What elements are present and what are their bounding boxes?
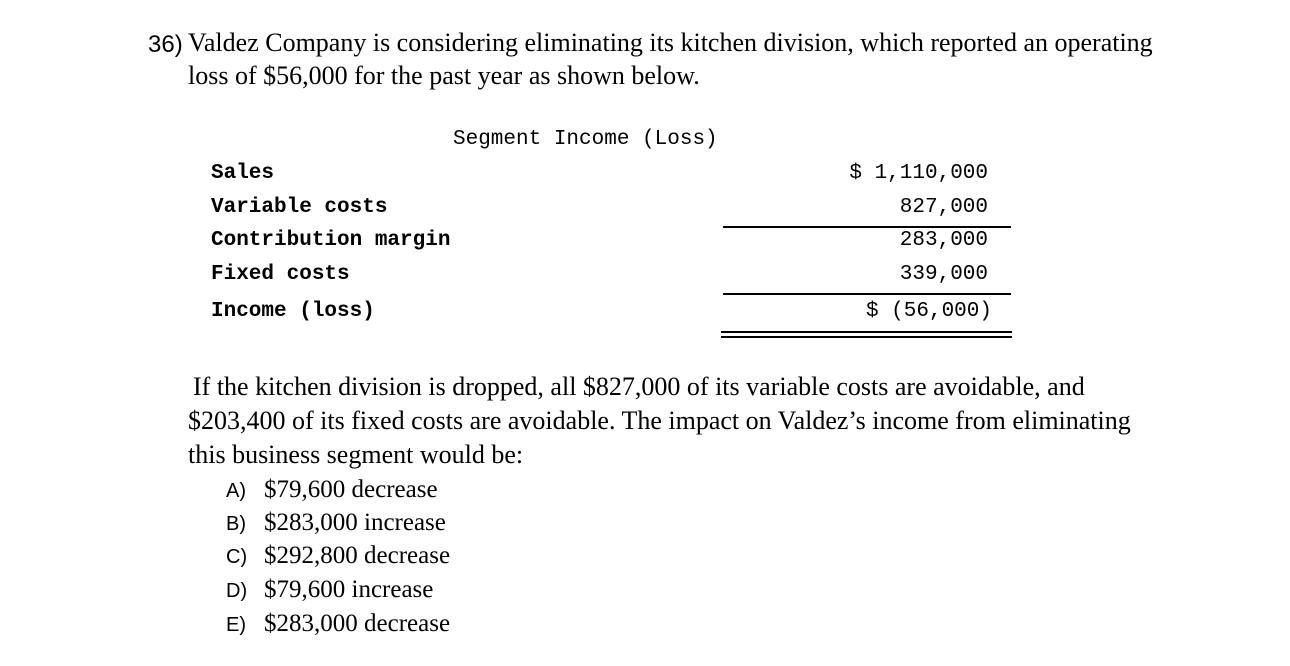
choice-a-letter: A) (226, 480, 246, 502)
choice-c-text: $292,800 decrease (264, 542, 451, 569)
row-label-fixed-costs: Fixed costs (211, 263, 350, 286)
choice-d-letter: D) (226, 580, 248, 602)
total-rule (723, 293, 1011, 295)
table-title: Segment Income (Loss) (453, 128, 718, 151)
row-label-contribution-margin: Contribution margin (211, 229, 451, 252)
double-rule-top (721, 331, 1012, 333)
double-rule-bottom (721, 336, 1012, 338)
question-number: 36) (148, 31, 183, 58)
row-value-fixed-costs: 339,000 (899, 263, 988, 286)
followup-line-2: $203,400 of its fixed costs are avoidable. The impact on Valdez’s income from eliminating (188, 406, 1131, 435)
choice-e-text: $283,000 decrease (264, 610, 451, 637)
row-label-variable-costs: Variable costs (211, 196, 388, 219)
row-value-contribution-margin: 283,000 (899, 229, 988, 252)
choice-e-letter: E) (226, 614, 246, 636)
choice-d-text: $79,600 increase (264, 576, 434, 603)
followup-line-3: this business segment would be: (188, 440, 524, 469)
followup-line-1: If the kitchen division is dropped, all $827,000 of its variable costs are avoidable, and (193, 372, 1085, 401)
row-label-income-loss: Income (loss) (211, 300, 375, 323)
row-value-sales: $ 1,110,000 (849, 162, 988, 185)
choice-b-text: $283,000 increase (264, 509, 446, 536)
subtotal-rule (723, 226, 1011, 228)
choice-c-letter: C) (226, 546, 248, 568)
row-value-variable-costs: 827,000 (899, 196, 988, 219)
question-stem-line-2: loss of $56,000 for the past year as shown below. (188, 61, 700, 90)
row-value-income-loss: $ (56,000) (865, 300, 992, 323)
choice-a-text: $79,600 decrease (264, 476, 438, 503)
choice-b-letter: B) (226, 513, 246, 535)
row-label-sales: Sales (211, 162, 275, 185)
question-stem-line-1: Valdez Company is considering eliminating its kitchen division, which reported an operating (188, 28, 1153, 57)
